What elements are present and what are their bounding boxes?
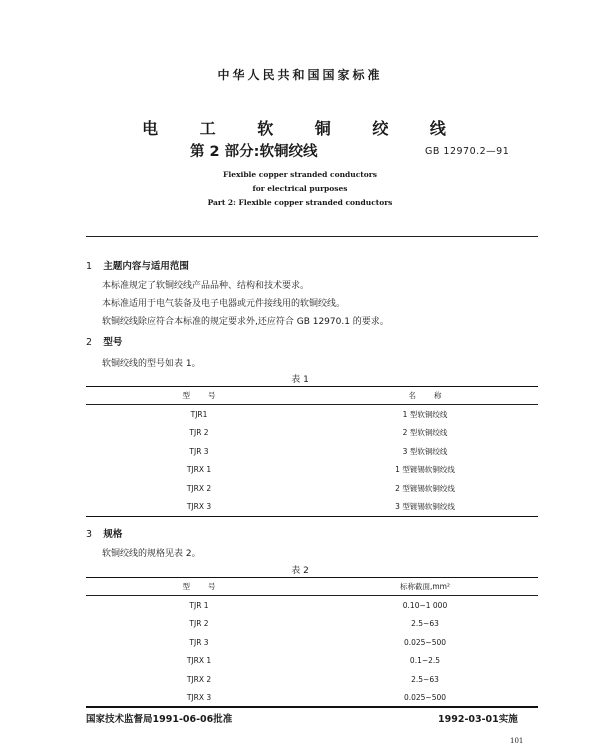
approval-line: 国家技术监督局1991-06-06批准 <box>86 714 233 725</box>
section-1-number: 1 <box>86 261 93 272</box>
table-row <box>86 442 538 461</box>
section-1-paragraph-1: 本标准规定了软铜绞线产品品种、结构和技术要求。 <box>102 281 310 291</box>
table-1-cell-model: TJRX 3 <box>86 498 312 517</box>
table-2-cell-model: TJRX 2 <box>186 674 212 684</box>
national-standard-heading: 中华人民共和国国家标准 <box>217 68 383 82</box>
english-title-line-1: Flexible copper stranded conductors <box>223 170 377 179</box>
table-2-cell-section: 0.025~500 <box>312 689 538 708</box>
section-3-title: 规格 <box>103 529 123 540</box>
table-row <box>86 689 538 708</box>
table-1-cell-model: TJRX 2 <box>186 483 212 493</box>
table-2-cell-section: 2.5~63 <box>411 619 439 629</box>
table-2-caption: 表 2 <box>291 566 309 576</box>
section-2-paragraph: 软铜绞线的型号如表 1。 <box>102 359 201 369</box>
section-2-number: 2 <box>86 337 93 348</box>
table-1 <box>86 386 538 517</box>
section-1-title: 主题内容与适用范围 <box>103 261 189 272</box>
section-1-heading <box>86 258 189 272</box>
table-1-cell-model: TJR 2 <box>189 428 209 438</box>
table-2-cell-section: 0.025~500 <box>403 637 447 647</box>
table-1-cell-name: 2 型软铜绞线 <box>402 428 448 438</box>
table-row <box>86 670 538 689</box>
table-1-cell-name: 1 型软铜绞线 <box>402 409 448 419</box>
table-row <box>86 615 538 634</box>
table-2-cell-model: TJR 3 <box>189 637 209 647</box>
table-2-cell-model: TJR 2 <box>189 619 209 629</box>
section-2-title: 型号 <box>103 337 123 348</box>
footer-divider <box>86 706 538 707</box>
table-2-cell-section: 0.1~2.5 <box>409 656 441 666</box>
table-row <box>86 405 538 424</box>
table-1-caption: 表 1 <box>291 375 309 385</box>
table-2-cell-model: TJRX 1 <box>186 656 212 666</box>
table-row <box>86 633 538 652</box>
english-title-line-2: for electrical purposes <box>252 184 348 193</box>
table-1-header-name: 名称 <box>312 387 538 405</box>
table-2-header-section: 标称截面,mm² <box>312 578 538 596</box>
section-3-number: 3 <box>86 529 93 540</box>
section-2-heading <box>86 334 122 348</box>
table-1-cell-name: 2 型镀锡软铜绞线 <box>395 483 455 493</box>
table-2-header-model: 型号 <box>86 578 312 596</box>
table-1-cell-model: TJRX 1 <box>186 465 212 475</box>
table-2-header-row <box>86 578 538 596</box>
table-2-cell-model: TJRX 3 <box>86 689 312 708</box>
document-title: 电 工 软 铜 绞 线 <box>142 119 464 138</box>
table-1-header-row <box>86 387 538 405</box>
implementation-date: 1992-03-01实施 <box>438 714 518 725</box>
table-2 <box>86 577 538 708</box>
table-2-cell-model: TJR 1 <box>189 600 209 610</box>
page-number: 101 <box>510 737 524 745</box>
table-1-cell-name: 3 型镀锡软铜绞线 <box>312 498 538 517</box>
section-3-heading <box>86 526 122 540</box>
section-1-paragraph-3: 软铜绞线除应符合本标准的规定要求外,还应符合 GB 12970.1 的要求。 <box>102 317 389 327</box>
table-1-header-model: 型号 <box>86 387 312 405</box>
standard-number: GB 12970.2—91 <box>425 146 510 157</box>
table-row <box>86 498 538 517</box>
table-2-cell-section: 0.10~1 000 <box>402 600 448 610</box>
document-part-title: 第 2 部分:软铜绞线 <box>190 144 318 160</box>
table-row <box>86 461 538 480</box>
table-row <box>86 424 538 443</box>
table-row <box>86 652 538 671</box>
section-3-paragraph: 软铜绞线的规格见表 2。 <box>102 549 201 559</box>
english-title-line-3: Part 2: Flexible copper stranded conductors <box>207 198 393 207</box>
table-row <box>86 596 538 615</box>
table-1-cell-model: TJR 3 <box>189 446 209 456</box>
table-row <box>86 479 538 498</box>
header-divider <box>86 236 538 237</box>
table-1-cell-model: TJR1 <box>190 409 208 419</box>
table-1-cell-name: 1 型镀锡软铜绞线 <box>395 465 455 475</box>
table-2-cell-section: 2.5~63 <box>411 674 439 684</box>
table-1-cell-name: 3 型软铜绞线 <box>402 446 448 456</box>
section-1-paragraph-2: 本标准适用于电气装备及电子电器或元件接线用的软铜绞线。 <box>102 299 346 309</box>
